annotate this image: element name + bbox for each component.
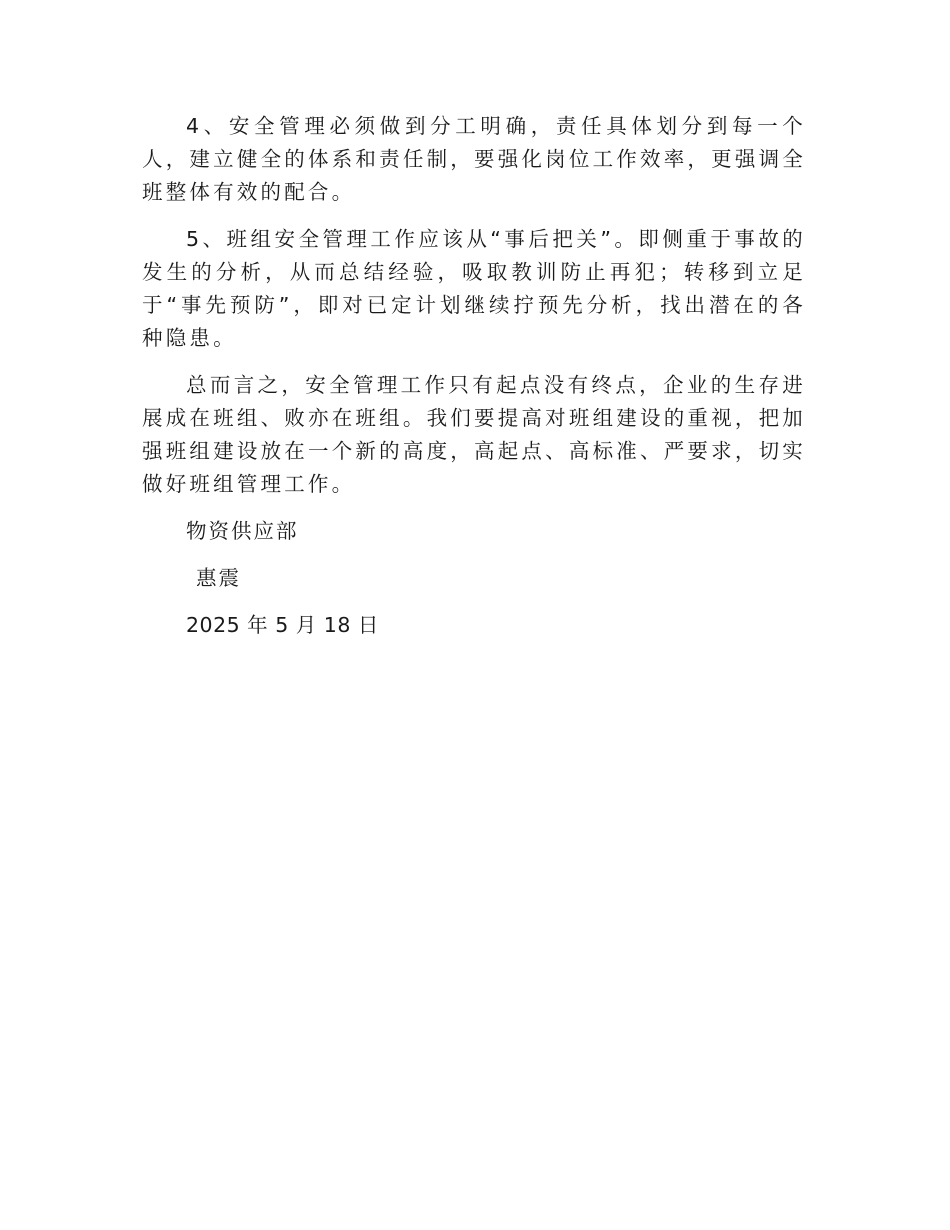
signature-date: 2025 年 5 月 18 日 [186,613,379,637]
signature-name: 惠震 [196,566,241,590]
paragraph-4-division-of-responsibility: 4、安全管理必须做到分工明确，责任具体划分到每一个人，建立健全的体系和责任制，要强化岗位工作效率，更强调全班整体有效的配合。 [142,114,806,204]
document-page [142,110,806,656]
paragraph-conclusion: 总而言之，安全管理工作只有起点没有终点，企业的生存进展成在班组、败亦在班组。我们要提高对班组建设的重视，把加强班组建设放在一个新的高度，高起点、高标准、严要求，切实做好班组管理工作。 [142,373,806,496]
signature-department: 物资供应部 [186,519,299,543]
paragraph-5-prevention: 5、班组安全管理工作应该从“事后把关”。即侧重于事故的发生的分析，从而总结经验，吸取教训防止再犯；转移到立足于“事先预防”，即对已定计划继续拧预先分析，找出潜在的各种隐患。 [142,227,806,350]
